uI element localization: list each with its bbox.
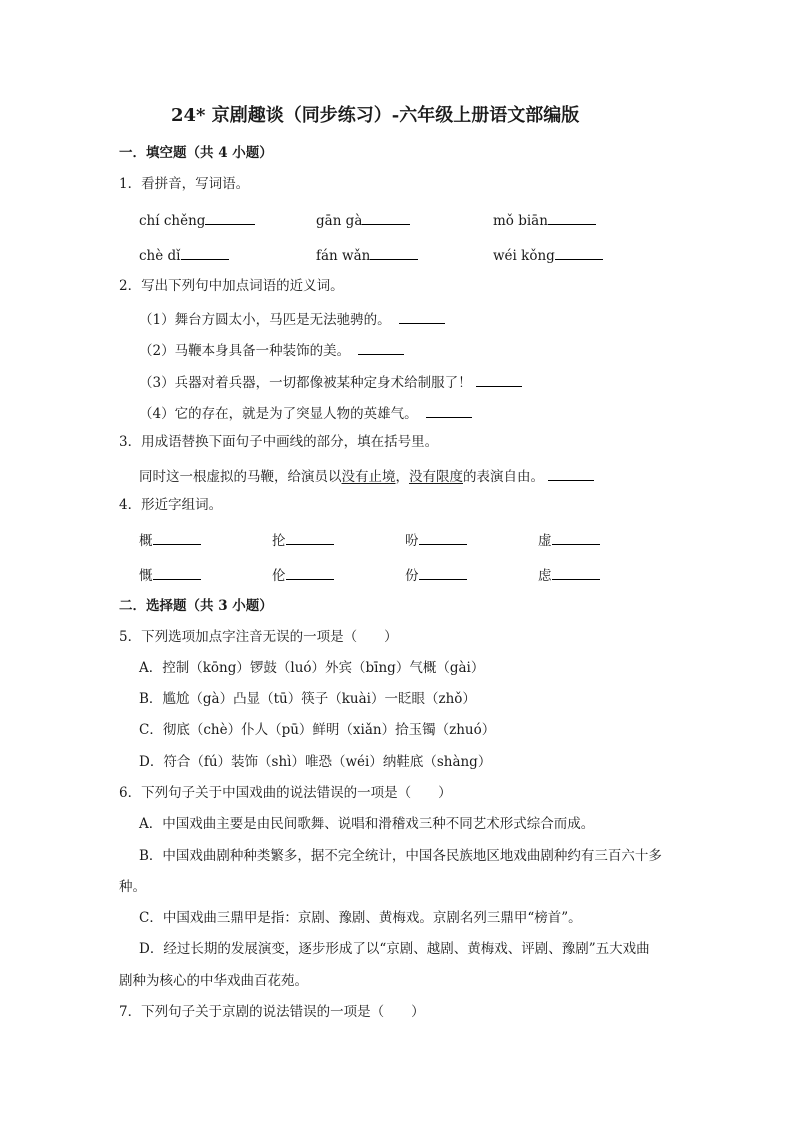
q2-item-3 (139, 374, 522, 391)
answer-blank[interactable] (419, 532, 467, 545)
pinyin-label: chí chěng (139, 213, 206, 229)
answer-blank[interactable] (286, 532, 334, 545)
q5-option-a[interactable]: A．控制（kōng）锣鼓（luó）外宾（bīng）气概（gài） (139, 660, 485, 676)
q1-item-3 (493, 212, 596, 229)
q1-stem: 1．看拼音，写词语。 (119, 176, 250, 192)
answer-blank[interactable] (476, 374, 522, 387)
q2-item-2 (139, 342, 404, 359)
answer-blank[interactable] (153, 567, 201, 580)
answer-blank[interactable] (181, 247, 229, 260)
q2-stem: 2．写出下列句中加点词语的近义词。 (119, 278, 344, 294)
q2-item-1 (139, 311, 445, 328)
q4-item-5 (139, 567, 201, 584)
q6-option-c[interactable]: C．中国戏曲三鼎甲是指：京剧、豫剧、黄梅戏。京剧名列三鼎甲“榜首”。 (139, 910, 582, 926)
answer-blank[interactable] (153, 532, 201, 545)
q4-char: 概 (139, 533, 153, 549)
q6-option-d[interactable]: D．经过长期的发展演变，逐步形成了以“京剧、越剧、黄梅戏、评剧、豫剧”五大戏曲 (139, 941, 650, 957)
q4-stem: 4．形近字组词。 (119, 497, 223, 513)
q3-text: 的表演自由。 (463, 469, 544, 485)
q2-item-text: （3）兵器对着兵器，一切都像被某种定身术给制服了！ (139, 375, 472, 391)
pinyin-label: wéi kǒng (493, 248, 555, 264)
q5-option-b[interactable]: B．尴尬（gà）凸显（tū）筷子（kuài）一眨眼（zhǒ） (139, 691, 476, 707)
answer-blank[interactable] (370, 247, 418, 260)
q2-item-text: （4）它的存在，就是为了突显人物的英雄气。 (139, 406, 418, 422)
answer-blank[interactable] (362, 212, 410, 225)
pinyin-label: chè dǐ (139, 248, 181, 264)
q5-stem: 5．下列选项加点字注音无误的一项是（ ） (119, 629, 398, 645)
q4-item-1 (139, 532, 201, 549)
answer-blank[interactable] (552, 532, 600, 545)
section-1-heading: 一．填空题（共 4 小题） (119, 145, 273, 161)
q4-char: 吩 (405, 533, 419, 549)
answer-blank[interactable] (286, 567, 334, 580)
answer-blank[interactable] (548, 468, 594, 481)
answer-blank[interactable] (419, 567, 467, 580)
q3-underlined-phrase-2: 没有限度 (409, 469, 463, 485)
q4-item-3 (405, 532, 467, 549)
pinyin-label: fán wǎn (316, 248, 371, 264)
q2-item-4 (139, 405, 472, 422)
answer-blank[interactable] (205, 212, 255, 225)
answer-blank[interactable] (358, 342, 404, 355)
q6-option-a[interactable]: A．中国戏曲主要是由民间歌舞、说唱和滑稽戏三种不同艺术形式综合而成。 (139, 816, 595, 832)
q4-item-2 (272, 532, 334, 549)
q2-item-text: （2）马鞭本身具备一种装饰的美。 (139, 343, 351, 359)
q6-option-b-cont: 种。 (119, 879, 146, 895)
q4-char: 抡 (272, 533, 286, 549)
q2-item-text: （1）舞台方圆太小，马匹是无法驰骋的。 (139, 312, 391, 328)
q5-option-d[interactable]: D．符合（fú）装饰（shì）唯恐（wéi）纳鞋底（shàng） (139, 754, 492, 770)
pinyin-label: gān gà (316, 213, 363, 229)
q4-item-4 (538, 532, 600, 549)
q3-stem: 3．用成语替换下面句子中画线的部分，填在括号里。 (119, 434, 439, 450)
q5-option-c[interactable]: C．彻底（chè）仆人（pū）鲜明（xiǎn）拾玉镯（zhuó） (139, 722, 496, 738)
answer-blank[interactable] (548, 212, 596, 225)
q4-char: 虑 (538, 568, 552, 584)
section-2-heading: 二．选择题（共 3 小题） (119, 598, 273, 614)
q1-item-6 (493, 247, 603, 264)
q4-item-7 (405, 567, 467, 584)
q1-item-2 (316, 212, 410, 229)
q6-option-d-cont: 剧种为核心的中华戏曲百花苑。 (119, 973, 308, 989)
answer-blank[interactable] (426, 405, 472, 418)
q4-char: 虚 (538, 533, 552, 549)
pinyin-label: mǒ biān (493, 213, 548, 229)
page-title: 24* 京剧趣谈（同步练习）-六年级上册语文部编版 (171, 105, 580, 126)
q6-stem: 6．下列句子关于中国戏曲的说法错误的一项是（ ） (119, 785, 452, 801)
q3-underlined-phrase-1: 没有止境 (341, 469, 396, 485)
answer-blank[interactable] (399, 311, 445, 324)
q4-item-8 (538, 567, 600, 584)
q4-char: 伦 (272, 568, 286, 584)
q3-sentence (139, 468, 594, 485)
q7-stem: 7．下列句子关于京剧的说法错误的一项是（ ） (119, 1004, 425, 1020)
q4-char: 份 (405, 568, 419, 584)
answer-blank[interactable] (552, 567, 600, 580)
answer-blank[interactable] (555, 247, 603, 260)
q1-item-5 (316, 247, 418, 264)
q1-item-1 (139, 212, 255, 229)
q4-char: 慨 (139, 568, 153, 584)
q1-item-4 (139, 247, 229, 264)
q6-option-b[interactable]: B．中国戏曲剧种种类繁多，据不完全统计，中国各民族地区地戏曲剧种约有三百六十多 (139, 848, 662, 864)
q3-text: 同时这一根虚拟的马鞭，给演员以 (139, 469, 342, 485)
q4-item-6 (272, 567, 334, 584)
q3-text: ， (395, 469, 409, 485)
